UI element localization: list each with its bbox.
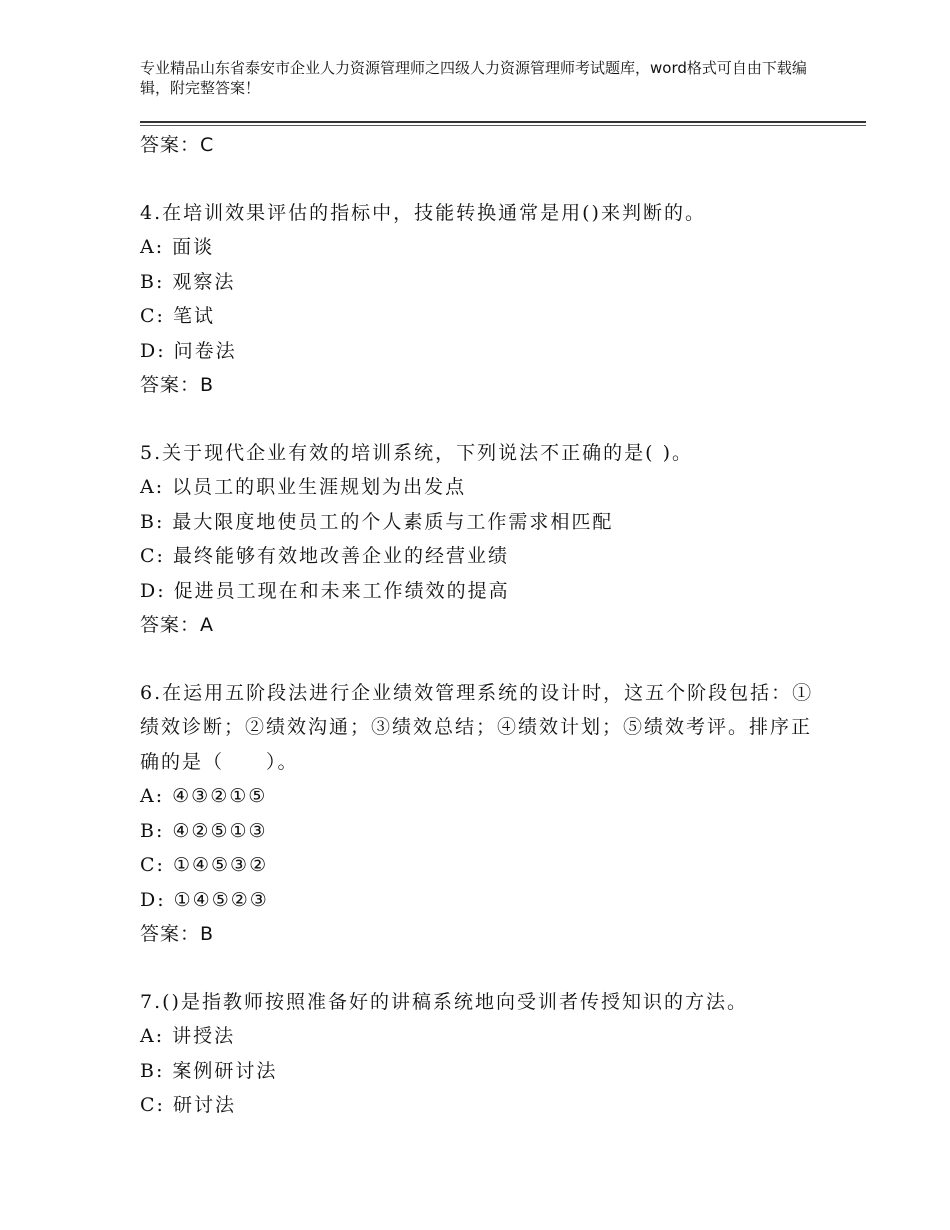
- option-text: 研讨法: [172, 1094, 236, 1117]
- option-c: [140, 299, 820, 333]
- option-c: [140, 539, 820, 573]
- option-c: [140, 848, 820, 882]
- option-text: 观察法: [172, 270, 236, 293]
- answer-value: B: [200, 374, 215, 397]
- option-letter: A:: [140, 785, 165, 808]
- question-stem: 5.关于现代企业有效的培训系统，下列说法不正确的是( )。: [140, 442, 693, 465]
- question-block: [140, 436, 820, 642]
- question-stem: 7.()是指教师按照准备好的讲稿系统地向受训者传授知识的方法。: [140, 990, 748, 1013]
- option-letter: B:: [140, 270, 165, 293]
- option-a: [140, 230, 820, 264]
- option-c: [140, 1088, 820, 1122]
- question-block: [140, 676, 820, 951]
- option-b: [140, 814, 820, 848]
- answer-value: B: [200, 922, 215, 945]
- option-letter: C:: [140, 1094, 165, 1117]
- option-text: ④③②①⑤: [172, 785, 268, 808]
- option-letter: C:: [140, 545, 165, 568]
- option-letter: C:: [140, 854, 165, 877]
- answer-label: 答案：: [140, 922, 201, 945]
- question-block: [140, 196, 820, 402]
- option-text: ④②⑤①③: [172, 819, 268, 842]
- option-d: [140, 883, 820, 917]
- option-b: [140, 265, 820, 299]
- option-text: 最终能够有效地改善企业的经营业绩: [172, 545, 509, 568]
- option-a: [140, 779, 820, 813]
- option-letter: B:: [140, 1059, 165, 1082]
- option-text: 以员工的职业生涯规划为出发点: [172, 476, 467, 499]
- option-letter: B:: [140, 510, 165, 533]
- option-d: [140, 334, 820, 368]
- option-letter: D:: [140, 579, 166, 602]
- question-block: [140, 985, 820, 1123]
- option-b: [140, 505, 820, 539]
- option-text: 笔试: [172, 305, 215, 328]
- option-letter: C:: [140, 305, 165, 328]
- option-text: 面谈: [172, 236, 215, 259]
- answer-label: 答案：: [140, 374, 201, 397]
- answer-line: [140, 368, 820, 402]
- answer-line: [140, 608, 820, 642]
- document-header: 专业精品山东省泰安市企业人力资源管理师之四级人力资源管理师考试题库，word格式可自由下载编辑，附完整答案！: [140, 59, 807, 97]
- option-letter: A:: [140, 236, 165, 259]
- option-letter: D:: [140, 339, 166, 362]
- option-text: ①④⑤②③: [173, 888, 269, 911]
- option-d: [140, 574, 820, 608]
- answer-value: C: [200, 134, 215, 156]
- answer-label: 答案：: [140, 134, 201, 156]
- option-b: [140, 1054, 820, 1088]
- option-text: 问卷法: [173, 339, 237, 362]
- header-divider-thick: [140, 121, 866, 123]
- option-letter: A:: [140, 476, 165, 499]
- answer-label: 答案：: [140, 614, 201, 637]
- option-letter: A:: [140, 1025, 165, 1048]
- option-letter: B:: [140, 819, 165, 842]
- option-a: [140, 470, 820, 504]
- option-text: ①④⑤③②: [172, 854, 269, 877]
- option-text: 最大限度地使员工的个人素质与工作需求相匹配: [172, 510, 614, 533]
- option-a: [140, 1019, 820, 1053]
- answer-line: [140, 917, 820, 951]
- header-divider-thin: [140, 125, 866, 126]
- question-list: [140, 128, 820, 1123]
- question-stem: 6.在运用五阶段法进行企业绩效管理系统的设计时，这五个阶段包括：①绩效诊断；②绩效沟通；③绩效总结；④绩效计划；⑤绩效考评。排序正确的是（ ）。: [140, 682, 814, 773]
- answer-value: A: [200, 614, 215, 637]
- answer-line: [140, 128, 820, 162]
- option-letter: D:: [140, 888, 166, 911]
- option-text: 讲授法: [172, 1025, 236, 1048]
- option-text: 案例研讨法: [172, 1059, 278, 1082]
- option-text: 促进员工现在和未来工作绩效的提高: [173, 579, 510, 602]
- question-stem: 4.在培训效果评估的指标中，技能转换通常是用()来判断的。: [140, 202, 706, 224]
